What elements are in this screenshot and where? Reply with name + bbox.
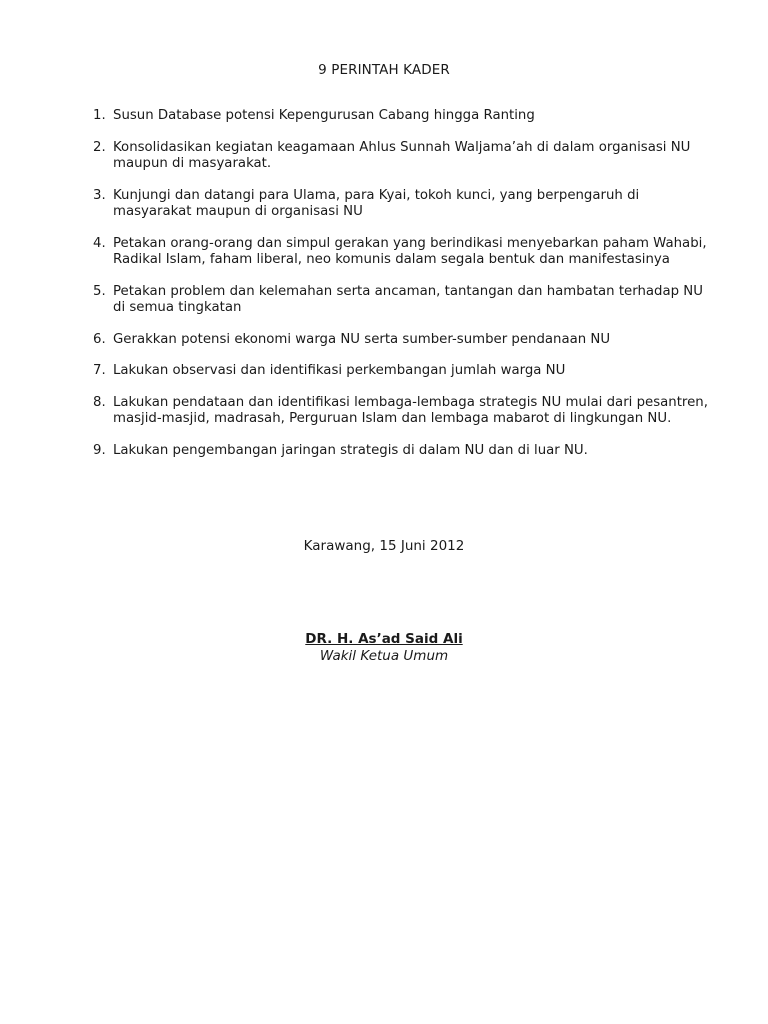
list-item [93,363,713,380]
instruction-list [93,108,713,474]
list-item [93,443,713,460]
list-item [93,284,713,317]
signature-block [0,631,768,665]
item-text: Susun Database potensi Kepengurusan Cabang hingga Ranting [113,108,535,123]
list-item [93,188,713,221]
item-text: Gerakkan potensi ekonomi warga NU serta sumber-sumber pendanaan NU [113,331,611,347]
signer-name: DR. H. As’ad Said Ali [305,631,463,647]
item-number: 5. [93,283,106,299]
item-text: Kunjungi dan datangi para Ulama, para Kyai, tokoh kunci, yang berpengaruh di masyarakat maupun di organisasi NU [113,187,640,219]
item-text: Lakukan pendataan dan identifikasi lembaga-lembaga strategis NU mulai dari pesantren, masjid-masjid, madrasah, Perguruan Islam dan lembaga mabarot di lingkungan NU. [113,394,708,426]
item-text: Konsolidasikan kegiatan keagamaan Ahlus Sunnah Waljama’ah di dalam organisasi NU maupun di masyarakat. [113,139,691,171]
item-text: Petakan orang-orang dan simpul gerakan yang berindikasi menyebarkan paham Wahabi, Radikal Islam, faham liberal, neo komunis dalam segala bentuk dan manifestasinya [113,235,707,267]
list-item [93,395,713,428]
item-number: 1. [93,108,106,123]
list-item [93,108,713,125]
item-number: 4. [93,235,106,251]
signer-title: Wakil Ketua Umum [319,648,449,664]
item-number: 2. [93,139,106,155]
item-text: Lakukan observasi dan identifikasi perkembangan jumlah warga NU [113,363,566,378]
document-title: 9 PERINTAH KADER [318,62,450,78]
item-text: Lakukan pengembangan jaringan strategis di dalam NU dan di luar NU. [113,442,588,458]
item-number: 7. [93,363,106,378]
item-number: 8. [93,394,106,410]
item-number: 9. [93,442,106,458]
item-number: 6. [93,331,106,347]
item-number: 3. [93,187,106,203]
item-text: Petakan problem dan kelemahan serta ancaman, tantangan dan hambatan terhadap NU di semua tingkatan [113,283,703,315]
list-item [93,236,713,269]
place-date: Karawang, 15 Juni 2012 [303,538,465,554]
list-item [93,140,713,173]
list-item [93,332,713,349]
